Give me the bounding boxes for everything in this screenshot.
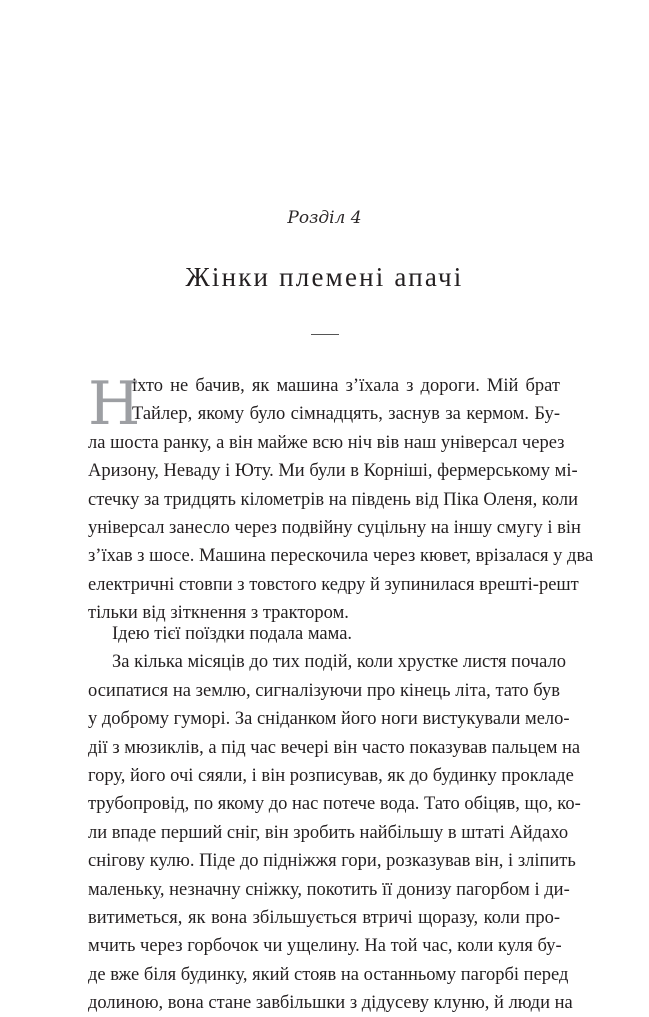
text-line: універсал занесло через подвійну суцільну на іншу смугу і він [88,517,581,538]
text-line: Ідею тієї поїздки подала мама. [112,624,353,644]
text-line: ли впаде перший сніг, він зробить найбільшу в штаті Айдахо [88,822,569,843]
text-line: маленьку, незначну сніжку, покотить її донизу пагорбом і ди- [88,879,570,900]
body-text [88,620,581,1017]
text-line: За кілька місяців до тих подій, коли хрустке листя почало [112,652,567,673]
text-line: у доброму гуморі. За сніданком його ноги вистукували мело- [88,709,570,730]
text-line: електричні стовпи з товстого кедру й зупинилася врешті-решт [88,574,579,595]
text-line: іхто не бачив, як машина з’їхала з дороги. Мій брат [132,376,560,396]
title-divider [311,334,339,335]
text-line: гору, його очі сяяли, і він розписував, як до будинку прокладе [88,765,574,786]
text-line: витиметься, як вона збільшується втричі щоразу, коли про- [88,907,560,928]
text-line: снігову кулю. Піде до підніжжя гори, розказував він, і зліпить [88,851,576,872]
text-line: Тайлер, якому було сімнадцять, заснув за кермом. Бу- [132,404,560,425]
text-line: ла шоста ранку, а він майже всю ніч вів наш універсал через [88,432,565,453]
text-line: дії з мюзиклів, а під час вечері він часто показував пальцем на [88,737,581,758]
chapter-label: Розділ 4 [287,208,362,228]
text-line: трубопровід, по якому до нас потече вода. Тато обіцяв, що, ко- [88,794,581,815]
text-line: де вже біля будинку, який стояв на останньому пагорбі перед [88,964,569,985]
text-line: Аризону, Неваду і Юту. Ми були в Корніші, фермерському мі- [88,461,578,482]
opening-paragraph [88,369,594,628]
text-line: з’їхав з шосе. Машина перескочила через кювет, врізалася у два [88,546,594,567]
text-line: тільки від зіткнення з трактором. [88,603,349,624]
text-line: мчить через горбочок чи ущелину. На той час, коли куля бу- [88,936,562,957]
text-line: осипатися на землю, сигналізуючи про кінець літа, тато був [88,680,560,701]
drop-cap: Н [88,369,141,439]
text-line: долиною, вона стане завбільшки з дідусеву клуню, й люди на [88,993,573,1014]
chapter-title: Жінки племені апачі [185,262,464,292]
text-line: стечку за тридцять кілометрів на південь від Піка Оленя, коли [88,489,579,510]
